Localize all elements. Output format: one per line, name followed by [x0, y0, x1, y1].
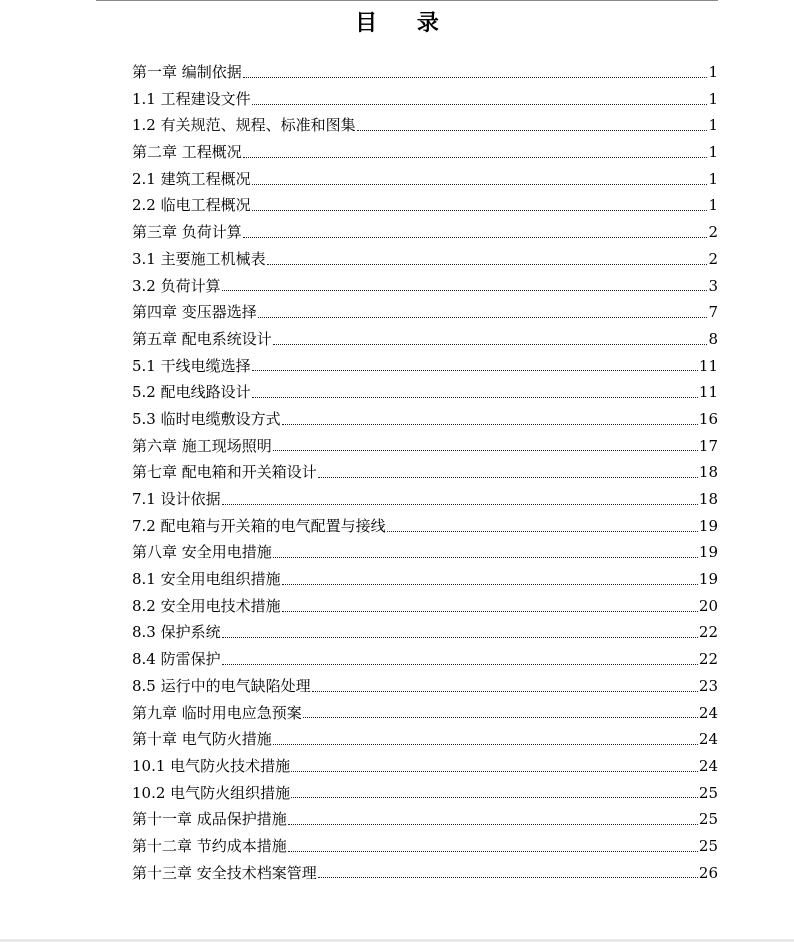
toc-entry-label: 5.3 临时电缆敷设方式 [132, 409, 281, 428]
toc-entry-page: 18 [698, 463, 718, 482]
toc-entry-label: 8.2 安全用电技术措施 [132, 596, 281, 615]
toc-entry[interactable] [132, 673, 718, 700]
toc-entry[interactable] [132, 406, 718, 433]
toc-entry-page: 25 [698, 783, 718, 802]
toc-entry-page: 1 [708, 89, 718, 108]
toc-entry-page: 26 [698, 863, 718, 882]
toc-entry[interactable] [132, 619, 718, 646]
toc-entry[interactable] [132, 780, 718, 807]
toc-entry-label: 第十二章 节约成本措施 [132, 836, 287, 855]
toc-entry-label: 2.1 建筑工程概况 [132, 169, 251, 188]
toc-entry[interactable] [132, 86, 718, 113]
toc-entry[interactable] [132, 299, 718, 326]
toc-entry-label: 第八章 安全用电措施 [132, 543, 272, 562]
toc-entry-page: 24 [698, 730, 718, 749]
dot-leader [252, 104, 707, 105]
toc-entry[interactable] [132, 353, 718, 380]
dot-leader [288, 851, 698, 852]
dot-leader [303, 717, 698, 718]
toc-entry-label: 10.2 电气防火组织措施 [132, 783, 291, 802]
page-title: 目 录 [355, 10, 455, 36]
dot-leader [312, 691, 698, 692]
dot-leader [387, 531, 698, 532]
toc-entry-page: 11 [698, 356, 718, 375]
toc-entry-page: 3 [708, 276, 718, 295]
toc-entry-label: 3.2 负荷计算 [132, 276, 221, 295]
toc-entry-label: 第五章 配电系统设计 [132, 329, 272, 348]
toc-entry-label: 8.4 防雷保护 [132, 650, 221, 669]
dot-leader [222, 504, 698, 505]
dot-leader [318, 877, 698, 878]
toc-entry[interactable] [132, 112, 718, 139]
toc-entry-label: 第十一章 成品保护措施 [132, 810, 287, 829]
toc-entry[interactable] [132, 806, 718, 833]
toc-entry-page: 19 [698, 543, 718, 562]
toc-entry[interactable] [132, 59, 718, 86]
toc-entry-page: 19 [698, 570, 718, 589]
dot-leader [222, 637, 698, 638]
dot-leader [243, 77, 707, 78]
dot-leader [291, 771, 698, 772]
toc-entry-label: 第十章 电气防火措施 [132, 730, 272, 749]
dot-leader [282, 611, 698, 612]
toc-entry-label: 第九章 临时用电应急预案 [132, 703, 302, 722]
toc-entry[interactable] [132, 860, 718, 887]
toc-entry[interactable] [132, 459, 718, 486]
dot-leader [273, 450, 698, 451]
toc-entry-label: 第二章 工程概况 [132, 143, 242, 162]
toc-entry[interactable] [132, 646, 718, 673]
toc-entry-page: 18 [698, 490, 718, 508]
toc-entry-label: 8.1 安全用电组织措施 [132, 570, 281, 589]
toc-entry[interactable] [132, 433, 718, 460]
toc-entry-page: 1 [708, 196, 718, 215]
toc-entry-label: 7.1 设计依据 [132, 490, 221, 508]
toc-entry-page: 8 [708, 329, 718, 348]
toc-entry[interactable] [132, 139, 718, 166]
toc-entry-label: 第四章 变压器选择 [132, 303, 257, 322]
dot-leader [288, 824, 698, 825]
toc-entry[interactable] [132, 326, 718, 353]
dot-leader [252, 370, 698, 371]
dot-leader [282, 424, 698, 425]
dot-leader [252, 184, 707, 185]
dot-leader [243, 237, 707, 238]
toc-entry-page: 22 [698, 650, 718, 669]
toc-entry-label: 3.1 主要施工机械表 [132, 249, 266, 268]
toc-entry-label: 第七章 配电箱和开关箱设计 [132, 463, 317, 482]
toc-entry[interactable] [132, 166, 718, 193]
toc-entry-page: 22 [698, 623, 718, 642]
toc-entry-page: 1 [708, 143, 718, 162]
dot-leader [258, 317, 707, 318]
toc-entry-page: 1 [708, 63, 718, 81]
toc-entry-page: 24 [698, 756, 718, 775]
toc-entry-label: 第十三章 安全技术档案管理 [132, 863, 317, 882]
toc-entry-page: 17 [698, 436, 718, 455]
toc-entry-page: 19 [698, 516, 718, 535]
toc-entry-label: 第三章 负荷计算 [132, 223, 242, 242]
toc-entry-label: 8.5 运行中的电气缺陷处理 [132, 676, 311, 695]
toc-entry-label: 第一章 编制依据 [132, 63, 242, 81]
toc-entry-label: 1.1 工程建设文件 [132, 89, 251, 108]
toc-entry[interactable] [132, 700, 718, 727]
toc-entry[interactable] [132, 486, 718, 513]
toc-entry[interactable] [132, 833, 718, 860]
toc-entry-label: 5.2 配电线路设计 [132, 383, 251, 402]
toc-entry-page: 24 [698, 703, 718, 722]
dot-leader [282, 584, 698, 585]
toc-entry[interactable] [132, 513, 718, 540]
toc-entry-label: 5.1 干线电缆选择 [132, 356, 251, 375]
dot-leader [222, 290, 707, 291]
toc-entry-page: 1 [708, 169, 718, 188]
dot-leader [243, 157, 707, 158]
toc-entry[interactable] [132, 726, 718, 753]
toc-entry[interactable] [132, 273, 718, 300]
toc-entry-page: 1 [708, 116, 718, 135]
dot-leader [273, 557, 698, 558]
toc-entry-page: 25 [698, 836, 718, 855]
dot-leader [273, 344, 707, 345]
dot-leader [252, 210, 707, 211]
toc-entry-label: 1.2 有关规范、规程、标准和图集 [132, 116, 356, 135]
toc-entry[interactable] [132, 566, 718, 593]
toc-entry[interactable] [132, 192, 718, 219]
toc-entry-page: 7 [708, 303, 718, 322]
dot-leader [222, 664, 698, 665]
dot-leader [273, 744, 698, 745]
toc-entry-page: 2 [708, 249, 718, 268]
dot-leader [267, 264, 707, 265]
toc-entry-page: 25 [698, 810, 718, 829]
toc-entry-label: 8.3 保护系统 [132, 623, 221, 642]
toc-entry-page: 16 [698, 409, 718, 428]
toc-entry[interactable] [132, 219, 718, 246]
toc-entry[interactable] [132, 539, 718, 566]
dot-leader [357, 130, 707, 131]
toc-entry-label: 2.2 临电工程概况 [132, 196, 251, 215]
toc-entry-label: 第六章 施工现场照明 [132, 436, 272, 455]
toc-entry[interactable] [132, 753, 718, 780]
toc-entry[interactable] [132, 246, 718, 273]
toc-entry-page: 2 [708, 223, 718, 242]
toc-entry-label: 7.2 配电箱与开关箱的电气配置与接线 [132, 516, 386, 535]
toc-entry[interactable] [132, 593, 718, 620]
toc-entry-page: 20 [698, 596, 718, 615]
table-of-contents [132, 59, 718, 886]
dot-leader [318, 477, 698, 478]
toc-entry-label: 10.1 电气防火技术措施 [132, 756, 291, 775]
toc-entry[interactable] [132, 379, 718, 406]
top-rule [96, 0, 718, 1]
toc-entry-page: 23 [698, 676, 718, 695]
toc-entry-page: 11 [698, 383, 718, 402]
dot-leader [291, 797, 698, 798]
dot-leader [252, 397, 698, 398]
